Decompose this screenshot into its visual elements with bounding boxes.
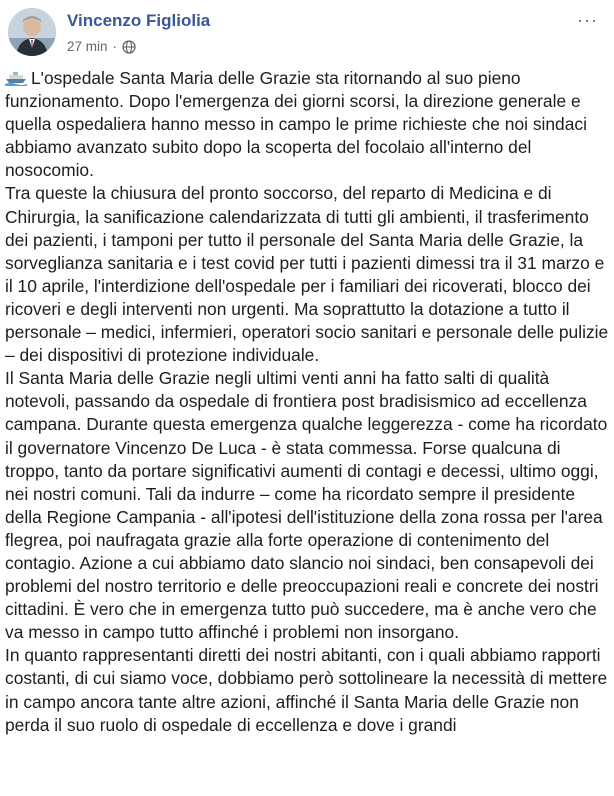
globe-icon[interactable] xyxy=(122,40,136,54)
avatar-image xyxy=(8,8,56,56)
author-name[interactable]: Vincenzo Figliolia xyxy=(67,11,211,30)
ship-emoji-icon xyxy=(5,69,27,85)
author-avatar[interactable] xyxy=(8,8,56,56)
post-timestamp[interactable]: 27 min xyxy=(67,39,108,54)
more-options-button[interactable]: ··· xyxy=(577,10,598,30)
post-body xyxy=(5,67,609,737)
meta-separator: · xyxy=(112,39,118,54)
post-meta xyxy=(67,39,136,54)
post-text: L'ospedale Santa Maria delle Grazie sta ritornando al suo pieno funzionamento. Dopo l'emergenza dei giorni scorsi, la direzione generale e quella ospedaliera hanno messo in campo le prime richieste che noi sindaci abbiamo avanzato subito dopo la scoperta del focolaio all'interno del nosocomio. Tra queste la chiusura del pronto soccorso, del reparto di Medicina e di Chirurgia, la sanificazione calendarizzata di tutti gli ambienti, il trasferimento dei pazienti, i tamponi per tutto il personale del Santa Maria delle Grazie, la sorveglianza sanitaria e i test covid per tutti i pazienti dimessi tra il 31 marzo e il 10 aprile, l'interdizione dell'ospedale per i familiari dei ricoverati, blocco dei ricoveri e degli interventi non urgenti. Ma soprattutto la dotazione a tutto il personale – medici, infermieri, operatori socio sanitari e personale delle pulizie – dei dispositivi di protezione individuale. Il Santa Maria delle Grazie negli ultimi venti anni ha fatto salti di qualità notevoli, passando da ospedale di frontiera post bradisismico ad eccellenza campana. Durante questa emergenza qualche leggerezza - come ha ricordato il governatore Vincenzo De Luca - è stata commessa. Forse qualcuna di troppo, tanto da portare significativi aumenti di contagi e decessi, ultimo oggi, nei nostri comuni. Tali da indurre – come ha ricordato sempre il presidente della Regione Campania - all'ipotesi dell'istituzione della zona rossa per l'area flegrea, poi naufragata grazie alla forte operazione di contenimento del contagio. Azione a cui abbiamo dato slancio noi sindaci, ben consapevoli dei problemi del nostro territorio e delle preoccupazioni reali e concrete dei nostri cittadini. È vero che in emergenza tutto può succedere, ma è anche vero che va messo in campo tutto affinché i problemi non insorgano. In quanto rappresentanti diretti dei nostri abitanti, con i quali abbiamo rapporti costanti, di cui siamo voce, dobbiamo però sottolineare la necessità di mettere in campo ancora tante altre azioni, affinché il Santa Maria delle Grazie non perda il suo ruolo di ospedale di eccellenza e dove i grandi xyxy=(5,68,609,735)
post-header xyxy=(0,0,614,66)
